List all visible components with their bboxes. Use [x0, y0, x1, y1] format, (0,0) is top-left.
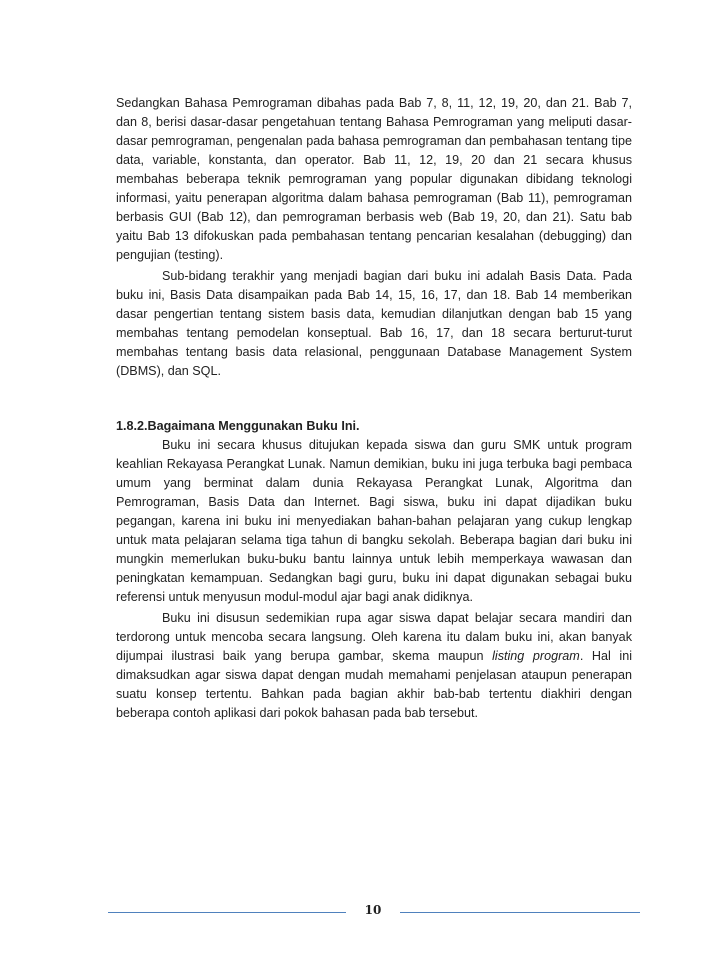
- page-body: [116, 94, 632, 723]
- paragraph-audience: Buku ini secara khusus ditujukan kepada siswa dan guru SMK untuk program keahlian Rekayasa Perangkat Lunak. Namun demikian, buku ini juga terbuka bagi pembaca umum yang berminat dalam dunia Rekayasa Perangkat Lunak, Algoritma dan Pemrograman, Basis Data dan Internet. Bagi siswa, buku ini dapat dijadikan buku pegangan, karena ini buku ini menyediakan bahan-bahan pelajaran yang cukup lengkap untuk mata pelajaran selama tiga tahun di bangku sekolah. Beberapa bagian dari buku ini mungkin memerlukan buku-buku bantu lainnya untuk lebih memperkaya wawasan dan peningkatan kemampuan. Sedangkan bagi guru, buku ini dapat digunakan sebagai buku referensi untuk menyusun modul-modul ajar bagi anak didiknya.: [116, 438, 632, 604]
- paragraph-database: Sub-bidang terakhir yang menjadi bagian dari buku ini adalah Basis Data. Pada buku ini, Basis Data disampaikan pada Bab 14, 15, 16, 17, dan 18. Bab 14 memberikan dasar pengertian tentang sistem basis data, kemudian dilanjutkan dengan bab 15 yang membahas tentang pemodelan konseptual. Bab 16, 17, dan 18 secara berturut-turut membahas tentang basis data relasional, penggunaan Database Management System (DBMS), dan SQL.: [116, 269, 632, 378]
- footer-rule-right: [400, 912, 640, 913]
- paragraph-learning-approach-part-2: . Hal ini dimaksudkan agar siswa dapat dengan mudah memahami penjelasan ataupun penerapan suatu konsep tertentu. Bahkan pada bagian akhir bab-bab tertentu diakhiri dengan beberapa contoh aplikasi dari pokok bahasan pada bab tersebut.: [116, 649, 633, 720]
- paragraph-learning-approach: [116, 609, 632, 723]
- page-footer: [108, 900, 640, 924]
- paragraph-programming-languages: Sedangkan Bahasa Pemrograman dibahas pada Bab 7, 8, 11, 12, 19, 20, dan 21. Bab 7, dan 8, berisi dasar-dasar pengetahuan tentang Bahasa Pemrograman yang meliputi dasar-dasar pemrograman, pengenalan pada bahasa pemrograman dan pembahasan tentang tipe data, variable, konstanta, dan operator. Bab 11, 12, 19, 20 dan 21 secara khusus membahas beberapa teknik pemrograman yang popular digunakan dibidang teknologi informasi, yaitu penerapan algoritma dalam bahasa pemrograman (Bab 11), pemrograman berbasis GUI (Bab 12), dan pemrograman berbasis web (Bab 19, 20, dan 21). Satu bab yaitu Bab 13 difokuskan pada pembahasan tentang pencarian kesalahan (debugging) dan pengujian (testing).: [116, 96, 632, 262]
- footer-rule-left: [108, 912, 346, 913]
- section-heading-how-to-use: 1.8.2.Bagaimana Menggunakan Buku Ini.: [116, 419, 360, 433]
- italic-term-listing-program: listing program: [492, 649, 580, 663]
- page-number: 10: [364, 903, 382, 917]
- paragraph-learning-approach-part-1: Buku ini disusun sedemikian rupa agar siswa dapat belajar secara mandiri dan terdorong untuk mencoba secara langsung. Oleh karena itu dalam buku ini, akan banyak dijumpai ilustrasi baik yang berupa gambar, skema maupun: [116, 611, 632, 663]
